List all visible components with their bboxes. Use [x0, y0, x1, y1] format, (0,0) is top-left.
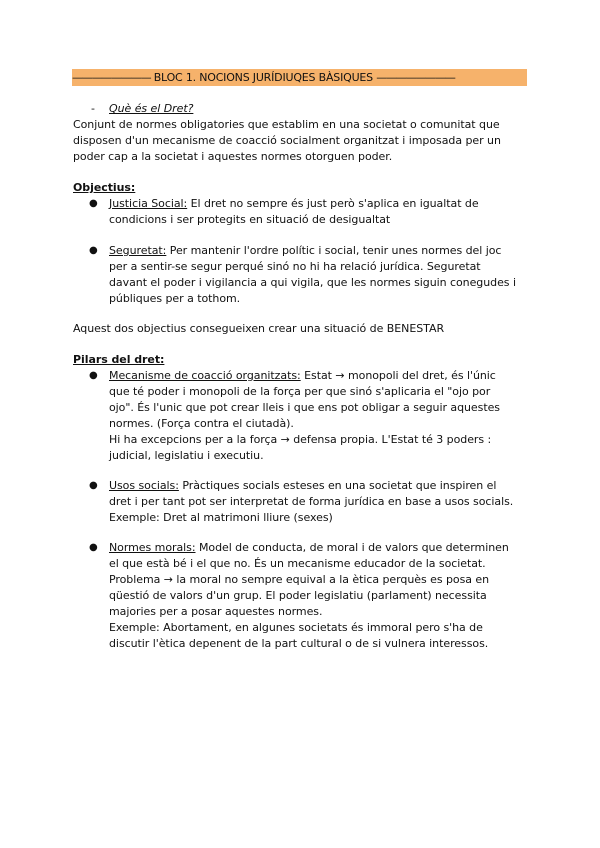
- item-text: discutir l'ètica depenent de la part cultural o de si vulnera interessos.: [109, 637, 489, 650]
- list-hyphen: -: [91, 102, 95, 115]
- question-heading: Què és el Dret?: [109, 102, 194, 115]
- item-text: per a sentir-se segur perqué sinó no hi ha relació jurídica. Seguretat: [109, 260, 481, 273]
- item-text: normes. (Força contra el ciutadà).: [109, 417, 294, 430]
- item-text: el que està bé i el que no. És un mecanisme educador de la societat.: [109, 557, 486, 570]
- list-item: [109, 540, 509, 555]
- bullet-icon: ●: [89, 198, 98, 209]
- bullet-icon: ●: [89, 245, 98, 256]
- item-term: Normes morals:: [109, 541, 196, 554]
- intro-line: poder cap a la societat i aquestes normes otorguen poder.: [73, 150, 393, 163]
- item-text: condicions i ser protegits en situació de desigualtat: [109, 213, 391, 226]
- item-text: qüestió de valors d'un grup. El poder legislatiu (parlament) necessita: [109, 589, 487, 602]
- item-term: Mecanisme de coacció organitzats:: [109, 369, 301, 382]
- item-term: Justicia Social:: [109, 197, 188, 210]
- pilars-title: Pilars del dret:: [73, 353, 165, 366]
- item-term: Usos socials:: [109, 479, 179, 492]
- item-text: davant el poder i vigilancia a qui vigila, que les normes siguin conegudes i: [109, 276, 516, 289]
- item-text: Exemple: Abortament, en algunes societats és immoral pero s'ha de: [109, 621, 483, 634]
- heading-dashes-left: ————————: [72, 71, 151, 84]
- section-heading: [72, 69, 527, 86]
- item-text: que té poder i monopoli de la força per que sinó s'aplicaria el "ojo por: [109, 385, 491, 398]
- item-text: Estat → monopoli del dret, és l'únic: [300, 369, 496, 382]
- item-text: dret i per tant pot ser interpretat de forma jurídica en base a usos socials.: [109, 495, 514, 508]
- objectius-title: Objectius:: [73, 181, 136, 194]
- bullet-icon: ●: [89, 370, 98, 381]
- item-text: Problema → la moral no sempre equival a la ètica perquès es posa en: [109, 573, 490, 586]
- intro-line: Conjunt de normes obligatories que establim en una societat o comunitat que: [73, 118, 500, 131]
- list-item: [109, 243, 501, 258]
- item-text: El dret no sempre és just però s'aplica en igualtat de: [187, 197, 479, 210]
- heading-dashes-right: ————————: [376, 71, 455, 84]
- objectius-conclusion: Aquest dos objectius consegueixen crear una situació de BENESTAR: [73, 322, 445, 335]
- item-text: judicial, legislatiu i executiu.: [109, 449, 264, 462]
- item-text: Exemple: Dret al matrimoni lliure (sexes): [109, 511, 333, 524]
- item-text: Per mantenir l'ordre polític i social, tenir unes normes del joc: [166, 244, 502, 257]
- item-text: ojo". És l'unic que pot crear lleis i que ens pot obligar a seguir aquestes: [109, 401, 500, 414]
- item-text: Pràctiques socials esteses en una societat que inspiren el: [178, 479, 497, 492]
- item-term: Seguretat:: [109, 244, 167, 257]
- list-item: [109, 368, 496, 383]
- bullet-icon: ●: [89, 480, 98, 491]
- heading-title: BLOC 1. NOCIONS JURÍDIUQES BÀSIQUES: [150, 71, 377, 84]
- item-text: públiques per a tothom.: [109, 292, 241, 305]
- list-item: [109, 478, 496, 493]
- bullet-icon: ●: [89, 542, 98, 553]
- intro-line: disposen d'un mecanisme de coacció socialment organitzat i imposada per un: [73, 134, 501, 147]
- list-item: [109, 196, 479, 211]
- item-text: majories per a posar aquestes normes.: [109, 605, 323, 618]
- item-text: Model de conducta, de moral i de valors que determinen: [195, 541, 509, 554]
- item-text: Hi ha excepcions per a la força → defensa propia. L'Estat té 3 poders :: [109, 433, 492, 446]
